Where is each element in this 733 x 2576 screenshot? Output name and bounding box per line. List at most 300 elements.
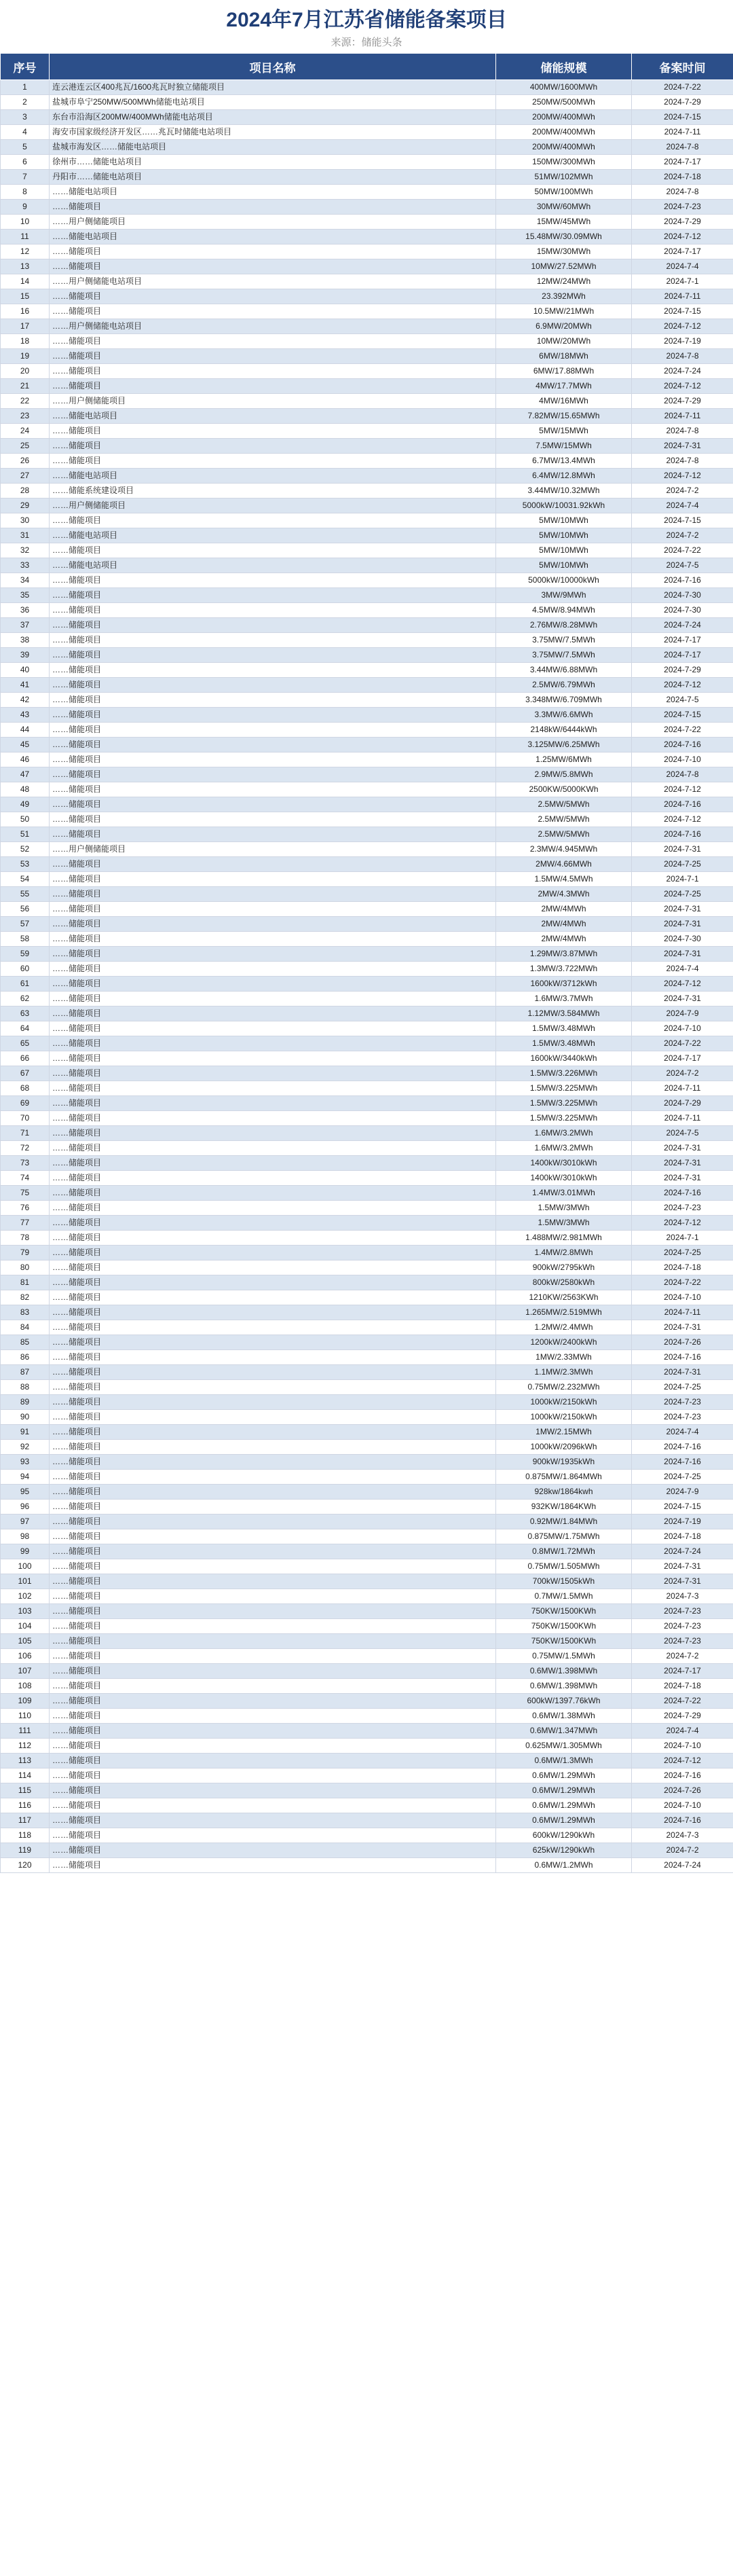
cell-scale: 0.8MW/1.72MWh — [496, 1544, 632, 1559]
cell-date: 2024-7-9 — [632, 1485, 733, 1500]
table-row — [1, 1634, 733, 1649]
cell-date: 2024-7-29 — [632, 663, 733, 678]
cell-project-name: ……储能项目 — [50, 992, 496, 1006]
cell-scale: 3.348MW/6.709MWh — [496, 693, 632, 708]
table-row — [1, 1559, 733, 1574]
cell-scale: 200MW/400MWh — [496, 125, 632, 140]
cell-number: 1 — [1, 80, 50, 95]
cell-scale: 10.5MW/21MWh — [496, 304, 632, 319]
cell-number: 67 — [1, 1066, 50, 1081]
cell-number: 89 — [1, 1395, 50, 1410]
table-row — [1, 170, 733, 185]
cell-scale: 0.6MW/1.29MWh — [496, 1813, 632, 1828]
table-row — [1, 1813, 733, 1828]
cell-project-name: ……用户侧储能项目 — [50, 842, 496, 857]
cell-project-name: ……储能项目 — [50, 693, 496, 708]
cell-date: 2024-7-16 — [632, 738, 733, 752]
table-row — [1, 289, 733, 304]
table-row — [1, 1365, 733, 1380]
cell-date: 2024-7-24 — [632, 1544, 733, 1559]
cell-project-name: ……储能项目 — [50, 708, 496, 723]
cell-scale: 1.6MW/3.2MWh — [496, 1126, 632, 1141]
cell-scale: 2.5MW/5MWh — [496, 797, 632, 812]
cell-number: 76 — [1, 1201, 50, 1216]
cell-number: 30 — [1, 513, 50, 528]
cell-number: 103 — [1, 1604, 50, 1619]
cell-number: 56 — [1, 902, 50, 917]
table-row — [1, 1783, 733, 1798]
cell-date: 2024-7-24 — [632, 364, 733, 379]
cell-date: 2024-7-10 — [632, 1798, 733, 1813]
cell-number: 119 — [1, 1843, 50, 1858]
table-row — [1, 1514, 733, 1529]
cell-date: 2024-7-31 — [632, 1320, 733, 1335]
table-row — [1, 1260, 733, 1275]
cell-scale: 600kW/1290kWh — [496, 1828, 632, 1843]
cell-number: 43 — [1, 708, 50, 723]
cell-project-name: ……储能项目 — [50, 1096, 496, 1111]
cell-project-name: ……储能项目 — [50, 1440, 496, 1455]
cell-date: 2024-7-15 — [632, 304, 733, 319]
cell-scale: 1.265MW/2.519MWh — [496, 1305, 632, 1320]
cell-scale: 2MW/4MWh — [496, 902, 632, 917]
cell-project-name: 丹阳市……储能电站项目 — [50, 170, 496, 185]
cell-project-name: ……储能项目 — [50, 738, 496, 752]
table-row — [1, 1006, 733, 1021]
table-row — [1, 1589, 733, 1604]
cell-project-name: ……储能项目 — [50, 917, 496, 932]
cell-scale: 3.125MW/6.25MWh — [496, 738, 632, 752]
cell-scale: 1MW/2.33MWh — [496, 1350, 632, 1365]
table-row — [1, 1201, 733, 1216]
cell-scale: 3.44MW/10.32MWh — [496, 484, 632, 498]
cell-date: 2024-7-25 — [632, 857, 733, 872]
cell-scale: 1.5MW/3.225MWh — [496, 1111, 632, 1126]
cell-project-name: ……储能项目 — [50, 618, 496, 633]
cell-scale: 15MW/30MWh — [496, 244, 632, 259]
cell-number: 113 — [1, 1754, 50, 1768]
cell-number: 110 — [1, 1709, 50, 1724]
cell-project-name: ……储能项目 — [50, 1514, 496, 1529]
table-row — [1, 1724, 733, 1739]
cell-number: 105 — [1, 1634, 50, 1649]
cell-date: 2024-7-11 — [632, 125, 733, 140]
cell-date: 2024-7-4 — [632, 962, 733, 977]
table-row — [1, 738, 733, 752]
cell-scale: 3.44MW/6.88MWh — [496, 663, 632, 678]
projects-table — [0, 53, 733, 1873]
table-row — [1, 932, 733, 947]
cell-number: 62 — [1, 992, 50, 1006]
cell-scale: 2.9MW/5.8MWh — [496, 767, 632, 782]
cell-number: 52 — [1, 842, 50, 857]
table-row — [1, 1739, 733, 1754]
cell-number: 24 — [1, 424, 50, 439]
table-row — [1, 543, 733, 558]
cell-project-name: ……储能项目 — [50, 1410, 496, 1425]
cell-scale: 1600kW/3440kWh — [496, 1051, 632, 1066]
cell-project-name: ……储能项目 — [50, 200, 496, 215]
cell-project-name: ……用户侧储能项目 — [50, 394, 496, 409]
cell-scale: 1.5MW/3.226MWh — [496, 1066, 632, 1081]
cell-number: 80 — [1, 1260, 50, 1275]
cell-project-name: ……储能项目 — [50, 782, 496, 797]
cell-number: 91 — [1, 1425, 50, 1440]
cell-scale: 23.392MWh — [496, 289, 632, 304]
cell-date: 2024-7-23 — [632, 1410, 733, 1425]
table-row — [1, 1036, 733, 1051]
table-row — [1, 439, 733, 454]
cell-scale: 2500KW/5000KWh — [496, 782, 632, 797]
cell-number: 9 — [1, 200, 50, 215]
table-row — [1, 1380, 733, 1395]
cell-date: 2024-7-3 — [632, 1828, 733, 1843]
cell-number: 6 — [1, 155, 50, 170]
cell-project-name: ……储能项目 — [50, 1739, 496, 1754]
cell-scale: 400MW/1600MWh — [496, 80, 632, 95]
cell-date: 2024-7-18 — [632, 170, 733, 185]
cell-date: 2024-7-19 — [632, 1514, 733, 1529]
cell-number: 83 — [1, 1305, 50, 1320]
cell-project-name: ……储能项目 — [50, 1828, 496, 1843]
cell-date: 2024-7-4 — [632, 1425, 733, 1440]
cell-scale: 800kW/2580kWh — [496, 1275, 632, 1290]
cell-project-name: ……储能项目 — [50, 1724, 496, 1739]
cell-number: 94 — [1, 1470, 50, 1485]
cell-scale: 5MW/10MWh — [496, 513, 632, 528]
cell-scale: 1.2MW/2.4MWh — [496, 1320, 632, 1335]
cell-number: 51 — [1, 827, 50, 842]
cell-date: 2024-7-17 — [632, 648, 733, 663]
cell-project-name: ……储能项目 — [50, 1544, 496, 1559]
cell-date: 2024-7-19 — [632, 334, 733, 349]
cell-date: 2024-7-15 — [632, 110, 733, 125]
cell-scale: 5MW/10MWh — [496, 558, 632, 573]
cell-number: 84 — [1, 1320, 50, 1335]
cell-date: 2024-7-18 — [632, 1529, 733, 1544]
cell-project-name: 盐城市海发区……储能电站项目 — [50, 140, 496, 155]
table-row — [1, 618, 733, 633]
cell-project-name: ……储能项目 — [50, 887, 496, 902]
cell-number: 22 — [1, 394, 50, 409]
cell-scale: 15.48MW/30.09MWh — [496, 230, 632, 244]
cell-project-name: ……储能项目 — [50, 424, 496, 439]
cell-date: 2024-7-30 — [632, 932, 733, 947]
cell-date: 2024-7-17 — [632, 244, 733, 259]
cell-project-name: ……储能项目 — [50, 1500, 496, 1514]
cell-number: 8 — [1, 185, 50, 200]
cell-project-name: ……储能项目 — [50, 1664, 496, 1679]
cell-scale: 2148kW/6444kWh — [496, 723, 632, 738]
table-row — [1, 1455, 733, 1470]
cell-number: 65 — [1, 1036, 50, 1051]
cell-number: 21 — [1, 379, 50, 394]
cell-number: 19 — [1, 349, 50, 364]
cell-date: 2024-7-10 — [632, 1739, 733, 1754]
cell-number: 86 — [1, 1350, 50, 1365]
cell-project-name: ……储能项目 — [50, 573, 496, 588]
table-row — [1, 708, 733, 723]
cell-date: 2024-7-16 — [632, 1350, 733, 1365]
table-row — [1, 603, 733, 618]
cell-number: 100 — [1, 1559, 50, 1574]
cell-date: 2024-7-16 — [632, 1440, 733, 1455]
cell-project-name: ……储能项目 — [50, 1081, 496, 1096]
cell-number: 15 — [1, 289, 50, 304]
cell-scale: 928kw/1864kwh — [496, 1485, 632, 1500]
table-row — [1, 663, 733, 678]
cell-date: 2024-7-9 — [632, 1006, 733, 1021]
table-row — [1, 1828, 733, 1843]
cell-number: 33 — [1, 558, 50, 573]
cell-scale: 0.6MW/1.29MWh — [496, 1798, 632, 1813]
cell-number: 44 — [1, 723, 50, 738]
cell-project-name: ……储能项目 — [50, 827, 496, 842]
table-row — [1, 1694, 733, 1709]
table-row — [1, 364, 733, 379]
cell-scale: 51MW/102MWh — [496, 170, 632, 185]
cell-project-name: ……用户侧储能项目 — [50, 215, 496, 230]
cell-number: 32 — [1, 543, 50, 558]
table-row — [1, 1679, 733, 1694]
cell-project-name: ……储能项目 — [50, 857, 496, 872]
cell-scale: 50MW/100MWh — [496, 185, 632, 200]
cell-project-name: ……储能项目 — [50, 1395, 496, 1410]
table-row — [1, 992, 733, 1006]
cell-scale: 200MW/400MWh — [496, 110, 632, 125]
cell-project-name: ……储能项目 — [50, 1051, 496, 1066]
cell-number: 2 — [1, 95, 50, 110]
table-row — [1, 752, 733, 767]
cell-scale: 0.875MW/1.75MWh — [496, 1529, 632, 1544]
cell-scale: 0.6MW/1.3MWh — [496, 1754, 632, 1768]
cell-scale: 900kW/2795kWh — [496, 1260, 632, 1275]
cell-scale: 7.82MW/15.65MWh — [496, 409, 632, 424]
cell-project-name: ……储能项目 — [50, 379, 496, 394]
table-row — [1, 1425, 733, 1440]
cell-project-name: ……储能项目 — [50, 767, 496, 782]
table-row — [1, 693, 733, 708]
cell-scale: 0.875MW/1.864MWh — [496, 1470, 632, 1485]
cell-scale: 30MW/60MWh — [496, 200, 632, 215]
table-row — [1, 1051, 733, 1066]
table-row — [1, 887, 733, 902]
cell-date: 2024-7-31 — [632, 1559, 733, 1574]
cell-number: 78 — [1, 1231, 50, 1246]
cell-date: 2024-7-16 — [632, 1768, 733, 1783]
cell-project-name: ……储能项目 — [50, 334, 496, 349]
cell-project-name: ……储能项目 — [50, 797, 496, 812]
cell-scale: 0.625MW/1.305MWh — [496, 1739, 632, 1754]
cell-scale: 1400kW/3010kWh — [496, 1171, 632, 1186]
table-row — [1, 782, 733, 797]
table-row — [1, 349, 733, 364]
cell-scale: 1400kW/3010kWh — [496, 1156, 632, 1171]
cell-project-name: ……储能电站项目 — [50, 469, 496, 484]
table-row — [1, 1290, 733, 1305]
cell-date: 2024-7-22 — [632, 543, 733, 558]
cell-date: 2024-7-25 — [632, 887, 733, 902]
cell-date: 2024-7-18 — [632, 1679, 733, 1694]
cell-project-name: ……储能项目 — [50, 439, 496, 454]
cell-number: 57 — [1, 917, 50, 932]
cell-number: 54 — [1, 872, 50, 887]
cell-project-name: ……储能项目 — [50, 1768, 496, 1783]
cell-number: 64 — [1, 1021, 50, 1036]
source-note: 来源：储能头条 — [331, 37, 402, 48]
cell-project-name: ……储能项目 — [50, 1171, 496, 1186]
cell-date: 2024-7-12 — [632, 977, 733, 992]
cell-scale: 12MW/24MWh — [496, 274, 632, 289]
cell-date: 2024-7-31 — [632, 439, 733, 454]
cell-project-name: ……储能系统建设项目 — [50, 484, 496, 498]
cell-number: 10 — [1, 215, 50, 230]
table-row — [1, 947, 733, 962]
cell-date: 2024-7-12 — [632, 678, 733, 693]
cell-scale: 0.6MW/1.29MWh — [496, 1783, 632, 1798]
cell-date: 2024-7-4 — [632, 1724, 733, 1739]
cell-project-name: ……储能项目 — [50, 364, 496, 379]
cell-date: 2024-7-30 — [632, 588, 733, 603]
cell-project-name: ……用户侧储能电站项目 — [50, 274, 496, 289]
table-row — [1, 125, 733, 140]
cell-project-name: ……储能项目 — [50, 1111, 496, 1126]
cell-date: 2024-7-11 — [632, 1081, 733, 1096]
cell-date: 2024-7-22 — [632, 1036, 733, 1051]
cell-project-name: ……储能项目 — [50, 947, 496, 962]
cell-project-name: ……储能项目 — [50, 1858, 496, 1873]
cell-scale: 5MW/15MWh — [496, 424, 632, 439]
cell-project-name: ……储能项目 — [50, 543, 496, 558]
cell-number: 96 — [1, 1500, 50, 1514]
header-no: 序号 — [1, 54, 50, 80]
cell-scale: 4.5MW/8.94MWh — [496, 603, 632, 618]
cell-date: 2024-7-26 — [632, 1783, 733, 1798]
cell-scale: 6.9MW/20MWh — [496, 319, 632, 334]
cell-scale: 2MW/4.3MWh — [496, 887, 632, 902]
cell-date: 2024-7-4 — [632, 259, 733, 274]
table-row — [1, 1544, 733, 1559]
table-row — [1, 1246, 733, 1260]
cell-project-name: ……储能项目 — [50, 977, 496, 992]
cell-project-name: ……储能项目 — [50, 1485, 496, 1500]
table-row — [1, 1156, 733, 1171]
cell-scale: 6MW/17.88MWh — [496, 364, 632, 379]
cell-project-name: ……储能项目 — [50, 902, 496, 917]
cell-project-name: ……储能电站项目 — [50, 528, 496, 543]
header-scale: 储能规模 — [496, 54, 632, 80]
cell-project-name: ……储能项目 — [50, 1305, 496, 1320]
table-row — [1, 1335, 733, 1350]
cell-date: 2024-7-22 — [632, 80, 733, 95]
cell-scale: 5MW/10MWh — [496, 528, 632, 543]
table-row — [1, 723, 733, 738]
cell-scale: 932KW/1864KWh — [496, 1500, 632, 1514]
table-row — [1, 1350, 733, 1365]
cell-number: 45 — [1, 738, 50, 752]
table-row — [1, 1320, 733, 1335]
cell-scale: 0.75MW/2.232MWh — [496, 1380, 632, 1395]
cell-project-name: ……储能项目 — [50, 1350, 496, 1365]
table-row — [1, 558, 733, 573]
cell-number: 58 — [1, 932, 50, 947]
cell-number: 109 — [1, 1694, 50, 1709]
cell-project-name: ……储能项目 — [50, 454, 496, 469]
cell-date: 2024-7-23 — [632, 1395, 733, 1410]
cell-number: 34 — [1, 573, 50, 588]
cell-date: 2024-7-10 — [632, 1290, 733, 1305]
cell-number: 27 — [1, 469, 50, 484]
cell-date: 2024-7-15 — [632, 1500, 733, 1514]
cell-date: 2024-7-31 — [632, 842, 733, 857]
cell-number: 49 — [1, 797, 50, 812]
table-row — [1, 1485, 733, 1500]
cell-scale: 4MW/17.7MWh — [496, 379, 632, 394]
cell-date: 2024-7-12 — [632, 782, 733, 797]
table-row — [1, 1574, 733, 1589]
cell-project-name: ……储能项目 — [50, 1634, 496, 1649]
cell-project-name: 盐城市阜宁250MW/500MWh储能电站项目 — [50, 95, 496, 110]
cell-project-name: 东台市沿海区200MW/400MWh储能电站项目 — [50, 110, 496, 125]
table-row — [1, 95, 733, 110]
cell-number: 17 — [1, 319, 50, 334]
table-row — [1, 1275, 733, 1290]
cell-project-name: ……储能项目 — [50, 1798, 496, 1813]
cell-scale: 3MW/9MWh — [496, 588, 632, 603]
cell-project-name: ……储能项目 — [50, 1470, 496, 1485]
table-row — [1, 962, 733, 977]
table-row — [1, 678, 733, 693]
cell-scale: 200MW/400MWh — [496, 140, 632, 155]
table-row — [1, 977, 733, 992]
cell-project-name: 连云港连云区400兆瓦/1600兆瓦时独立储能项目 — [50, 80, 496, 95]
cell-scale: 750KW/1500KWh — [496, 1604, 632, 1619]
cell-number: 85 — [1, 1335, 50, 1350]
cell-scale: 2.5MW/5MWh — [496, 827, 632, 842]
table-row — [1, 1141, 733, 1156]
table-row — [1, 528, 733, 543]
table-row — [1, 1664, 733, 1679]
cell-number: 68 — [1, 1081, 50, 1096]
cell-scale: 3.3MW/6.6MWh — [496, 708, 632, 723]
cell-date: 2024-7-8 — [632, 454, 733, 469]
cell-project-name: ……储能项目 — [50, 678, 496, 693]
cell-scale: 0.6MW/1.38MWh — [496, 1709, 632, 1724]
cell-number: 71 — [1, 1126, 50, 1141]
cell-project-name: ……储能项目 — [50, 872, 496, 887]
cell-scale: 2MW/4MWh — [496, 932, 632, 947]
cell-date: 2024-7-5 — [632, 693, 733, 708]
cell-date: 2024-7-18 — [632, 1260, 733, 1275]
header-row — [1, 54, 733, 80]
cell-project-name: ……储能项目 — [50, 633, 496, 648]
table-row — [1, 1619, 733, 1634]
table-row — [1, 1470, 733, 1485]
cell-scale: 15MW/45MWh — [496, 215, 632, 230]
cell-number: 93 — [1, 1455, 50, 1470]
cell-project-name: 海安市国家级经济开发区……兆瓦时储能电站项目 — [50, 125, 496, 140]
cell-number: 108 — [1, 1679, 50, 1694]
cell-date: 2024-7-12 — [632, 1216, 733, 1231]
cell-number: 120 — [1, 1858, 50, 1873]
table-row — [1, 797, 733, 812]
cell-date: 2024-7-31 — [632, 992, 733, 1006]
cell-date: 2024-7-2 — [632, 1649, 733, 1664]
cell-scale: 1.5MW/3MWh — [496, 1216, 632, 1231]
cell-number: 102 — [1, 1589, 50, 1604]
cell-project-name: ……储能项目 — [50, 1275, 496, 1290]
cell-date: 2024-7-16 — [632, 797, 733, 812]
